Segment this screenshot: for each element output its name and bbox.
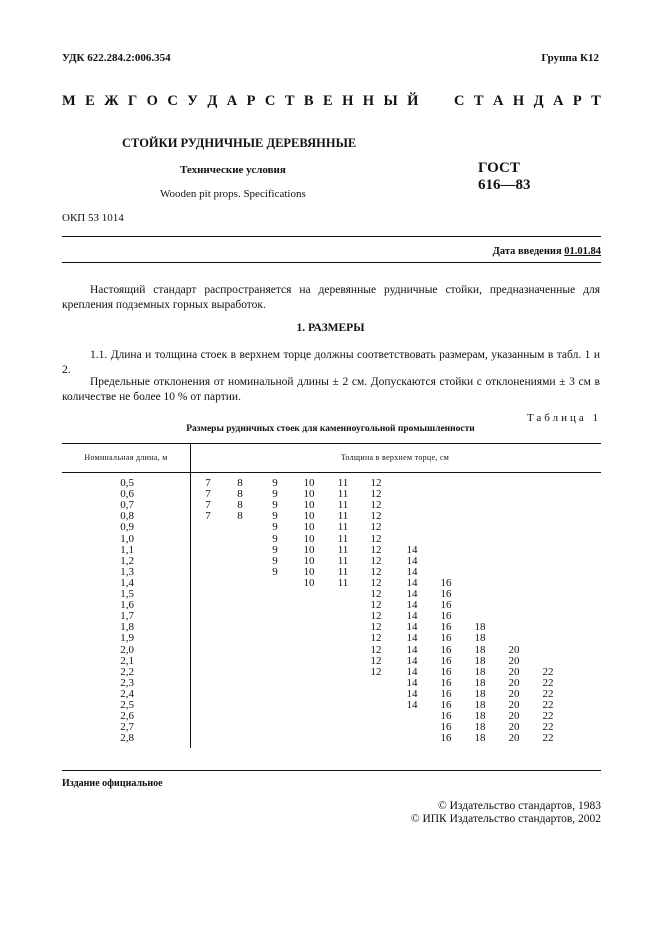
thickness-cell: 12: [370, 610, 382, 623]
banner-letter: Е: [323, 93, 333, 109]
thickness-cell: 12: [370, 510, 382, 523]
thickness-cell: 9: [272, 510, 278, 523]
thickness-cell: 9: [272, 521, 278, 534]
thickness-cell: 12: [370, 521, 382, 534]
thickness-cell: 22: [542, 699, 554, 711]
length-cell: 0,8: [120, 510, 134, 523]
thickness-cell: 12: [370, 665, 382, 678]
gost-code: 616—83: [478, 177, 531, 193]
banner-letter: Д: [207, 93, 218, 109]
column-header-length: Номинальная длина, м: [84, 453, 168, 462]
thickness-cell: 18: [474, 632, 486, 645]
length-cell: 1,0: [120, 532, 134, 545]
thickness-cell: 14: [406, 687, 418, 700]
table-column-divider: [190, 443, 191, 748]
official-edition: Издание официальное: [62, 778, 163, 789]
length-cell: 0,6: [120, 488, 134, 501]
length-cell: 2,4: [120, 687, 134, 700]
table-top-rule: [62, 443, 601, 444]
udk-code: УДК 622.284.2:006.354: [62, 52, 171, 64]
banner-letter: Н: [342, 93, 354, 109]
banner-letter: А: [552, 93, 564, 109]
thickness-cell: 12: [370, 543, 382, 556]
thickness-cell: 11: [337, 543, 349, 556]
thickness-cell: 12: [370, 621, 382, 634]
thickness-cell: 14: [406, 543, 418, 556]
thickness-cell: 22: [542, 665, 554, 678]
group-code: Группа К12: [541, 52, 599, 64]
banner-letter: С: [264, 93, 276, 109]
section-title: 1. РАЗМЕРЫ: [296, 322, 365, 334]
thickness-cell: 12: [370, 499, 382, 512]
length-cell: 1,3: [120, 565, 134, 578]
intro-date-value: 01.01.84: [564, 246, 601, 257]
banner-letter: Ж: [104, 93, 119, 109]
document-title: СТОЙКИ РУДНИЧНЫЕ ДЕРЕВЯННЫЕ: [122, 136, 357, 150]
thickness-cell: 14: [406, 599, 418, 612]
thickness-cell: 20: [508, 687, 520, 700]
gost-number: [478, 160, 531, 194]
thickness-cell: 20: [508, 732, 520, 745]
okp-code: ОКП 53 1014: [62, 212, 124, 224]
thickness-cell: 16: [440, 610, 452, 623]
divider-intro: [62, 262, 601, 263]
banner-letter: В: [303, 93, 314, 109]
banner-letter: Р: [572, 93, 582, 109]
thickness-cell: 12: [370, 643, 382, 656]
thickness-cell: 20: [508, 643, 520, 656]
thickness-cell: 16: [440, 654, 452, 667]
thickness-cell: 16: [440, 676, 452, 689]
length-cell: 1,7: [120, 610, 134, 623]
banner-letter: М: [62, 93, 76, 109]
thickness-cell: 16: [440, 621, 452, 634]
thickness-cell: 18: [474, 710, 486, 723]
thickness-cell: 16: [440, 710, 452, 723]
thickness-cell: 18: [474, 687, 486, 700]
thickness-cell: 16: [440, 588, 452, 600]
length-cell: 2,5: [120, 699, 134, 711]
table-label: Таблица 1: [526, 412, 601, 424]
thickness-cell: 18: [474, 699, 486, 711]
thickness-cell: 16: [440, 665, 452, 678]
scope-paragraph: Настоящий стандарт распространяется на деревянные рудничные стойки, предназначенные для крепления подземных горных выработок.: [62, 284, 600, 311]
thickness-cell: 14: [406, 576, 418, 589]
thickness-cell: 9: [272, 532, 278, 545]
length-cell: 2,1: [120, 654, 134, 667]
banner-letter: Т: [473, 93, 484, 109]
thickness-cell: 20: [508, 721, 520, 734]
thickness-cell: 11: [337, 565, 349, 578]
thickness-cell: 11: [337, 521, 349, 534]
thickness-cell: 12: [370, 599, 382, 612]
banner-letter: Т: [284, 93, 295, 109]
banner-letter: С: [167, 93, 178, 109]
length-cell: 0,7: [120, 499, 134, 512]
banner-letter: Д: [533, 93, 544, 109]
length-cell: 2,0: [120, 643, 134, 656]
thickness-cell: 12: [370, 488, 382, 501]
thickness-cell: 16: [440, 721, 452, 734]
length-cell: 2,6: [120, 710, 134, 723]
thickness-cell: 16: [440, 632, 452, 645]
table-header-rule: [62, 472, 601, 473]
thickness-cell: 16: [440, 699, 452, 711]
thickness-cell: 9: [272, 543, 278, 556]
length-cell: 1,8: [120, 621, 134, 634]
divider-footer: [62, 770, 601, 771]
thickness-cell: 12: [370, 565, 382, 578]
thickness-cell: 9: [272, 477, 278, 489]
length-cell: 1,6: [120, 599, 134, 612]
thickness-cell: 7: [205, 499, 211, 512]
length-cell: 0,9: [120, 521, 134, 534]
thickness-cell: 7: [205, 488, 211, 501]
thickness-cell: 11: [337, 576, 349, 589]
thickness-cell: 8: [237, 477, 243, 489]
length-cell: 2,8: [120, 732, 134, 745]
thickness-cell: 16: [440, 599, 452, 612]
length-cell: 1,2: [120, 554, 134, 567]
banner-letter: У: [187, 93, 198, 109]
thickness-cell: 10: [303, 521, 315, 534]
banner-gap: [428, 93, 432, 110]
gost-label: ГОСТ: [478, 160, 520, 176]
length-cell: 1,4: [120, 576, 134, 589]
banner-letter: А: [226, 93, 238, 109]
banner-letter: Е: [85, 93, 95, 109]
banner-letter: Й: [407, 93, 419, 109]
thickness-cell: 8: [237, 488, 243, 501]
copyright-1983: © Издательство стандартов, 1983: [437, 800, 601, 812]
thickness-cell: 14: [406, 665, 418, 678]
thickness-cell: 10: [303, 565, 315, 578]
banner-letter: Р: [246, 93, 256, 109]
thickness-cell: 14: [406, 621, 418, 634]
length-cell: 1,1: [120, 543, 134, 556]
thickness-cell: 14: [406, 699, 418, 711]
thickness-cell: 20: [508, 699, 520, 711]
thickness-cell: 20: [508, 665, 520, 678]
length-cell: 1,5: [120, 588, 134, 600]
thickness-cell: 18: [474, 654, 486, 667]
thickness-cell: 18: [474, 643, 486, 656]
length-cell: 1,9: [120, 632, 134, 645]
introduction-date: [493, 246, 601, 257]
thickness-cell: 10: [303, 510, 315, 523]
intro-date-label: Дата введения: [492, 246, 562, 257]
thickness-cell: 16: [440, 576, 452, 589]
thickness-cell: 22: [542, 687, 554, 700]
thickness-cell: 8: [237, 510, 243, 523]
thickness-cell: 7: [205, 510, 211, 523]
thickness-cell: 11: [337, 477, 349, 489]
thickness-cell: 10: [303, 543, 315, 556]
thickness-cell: 10: [303, 499, 315, 512]
length-cell: 2,2: [120, 665, 134, 678]
thickness-cell: 14: [406, 610, 418, 623]
thickness-cell: 11: [337, 532, 349, 545]
thickness-cell: 20: [508, 710, 520, 723]
thickness-cell: 14: [406, 632, 418, 645]
thickness-cell: 18: [474, 665, 486, 678]
banner-letter: Г: [127, 93, 138, 109]
thickness-cell: 10: [303, 576, 315, 589]
table-caption: Размеры рудничных стоек для каменноугольной промышленности: [186, 424, 475, 434]
english-title: Wooden pit props. Specifications: [160, 188, 306, 200]
banner-letter: Ы: [383, 93, 398, 109]
length-cell: 2,3: [120, 676, 134, 689]
thickness-cell: 18: [474, 721, 486, 734]
banner-letter: Т: [591, 93, 601, 109]
thickness-cell: 18: [474, 621, 486, 634]
thickness-cell: 14: [406, 676, 418, 689]
column-header-thickness: Толщина в верхнем торце, см: [340, 453, 450, 462]
thickness-cell: 11: [337, 510, 349, 523]
thickness-cell: 18: [474, 732, 486, 745]
banner-gap: [441, 93, 445, 110]
divider-top: [62, 236, 601, 237]
thickness-cell: 14: [406, 565, 418, 578]
thickness-cell: 7: [205, 477, 211, 489]
deviation-paragraph: Предельные отклонения от номинальной длины ± 2 см. Допускаются стойки с отклонениями ± 3 см в количестве не более 10 % от партии.: [62, 376, 600, 403]
thickness-cell: 22: [542, 710, 554, 723]
thickness-cell: 12: [370, 532, 382, 545]
thickness-cell: 12: [370, 654, 382, 667]
thickness-cell: 18: [474, 676, 486, 689]
length-cell: 2,7: [120, 721, 134, 734]
thickness-cell: 14: [406, 643, 418, 656]
banner-letter: О: [146, 93, 158, 109]
thickness-cell: 22: [542, 721, 554, 734]
thickness-cell: 9: [272, 554, 278, 567]
thickness-cell: 14: [406, 588, 418, 600]
thickness-cell: 11: [337, 488, 349, 501]
thickness-cell: 10: [303, 554, 315, 567]
length-cell: 0,5: [120, 477, 134, 489]
thickness-cell: 16: [440, 732, 452, 745]
thickness-cell: 11: [337, 499, 349, 512]
paragraph-1-1: 1.1. Длина и толщина стоек в верхнем торце должны соответствовать размерам, указанным в табл. 1 и 2.: [62, 349, 600, 376]
thickness-cell: 10: [303, 477, 315, 489]
thickness-cell: 9: [272, 488, 278, 501]
thickness-cell: 20: [508, 676, 520, 689]
banner-letter: Н: [362, 93, 375, 109]
thickness-cell: 10: [303, 488, 315, 501]
thickness-cell: 8: [237, 499, 243, 512]
document-subtitle: Технические условия: [180, 164, 286, 176]
thickness-cell: 12: [370, 632, 382, 645]
thickness-cell: 12: [370, 588, 382, 600]
thickness-cell: 11: [337, 554, 349, 567]
thickness-cell: 12: [370, 477, 382, 489]
thickness-cell: 16: [440, 643, 452, 656]
banner-letter: А: [492, 93, 504, 109]
thickness-cell: 16: [440, 687, 452, 700]
thickness-cell: 9: [272, 565, 278, 578]
banner-letter: Н: [512, 93, 525, 109]
thickness-cell: 12: [370, 554, 382, 567]
thickness-cell: 14: [406, 654, 418, 667]
thickness-cell: 20: [508, 654, 520, 667]
thickness-cell: 12: [370, 576, 382, 589]
banner-letter: С: [453, 93, 465, 109]
thickness-cell: 22: [542, 676, 554, 689]
thickness-cell: 10: [303, 532, 315, 545]
standard-banner: [62, 93, 601, 110]
thickness-cell: 9: [272, 499, 278, 512]
copyright-2002: © ИПК Издательство стандартов, 2002: [410, 813, 601, 825]
thickness-cell: 22: [542, 732, 554, 745]
thickness-cell: 14: [406, 554, 418, 567]
